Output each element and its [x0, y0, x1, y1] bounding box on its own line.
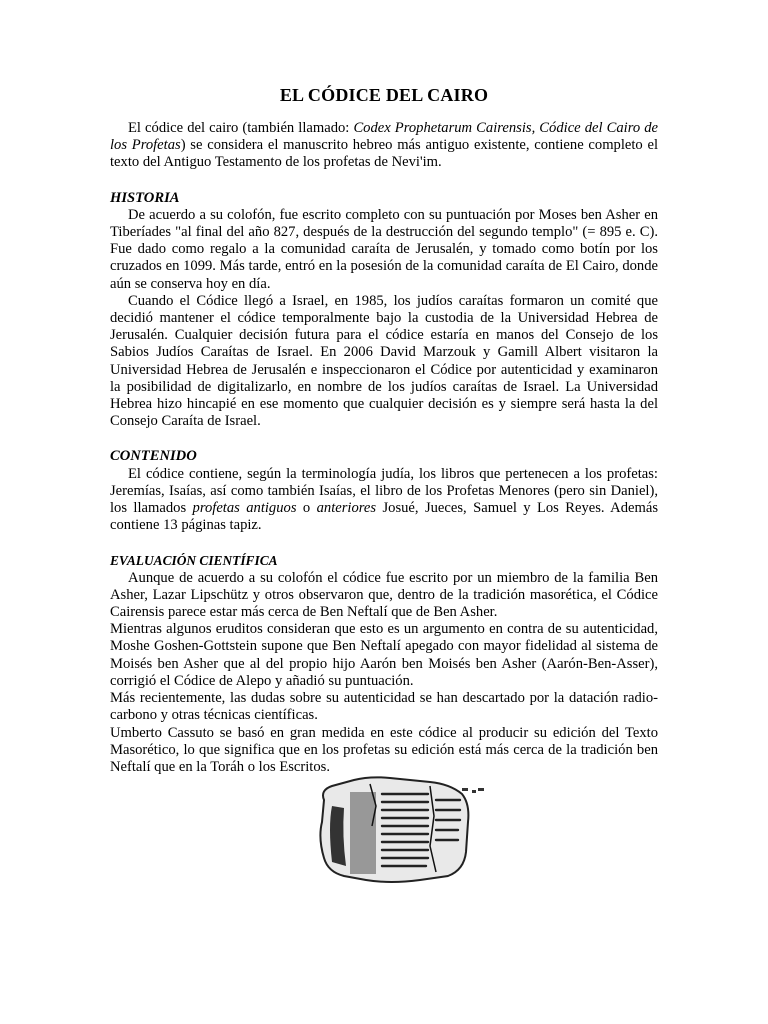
- page-title: EL CÓDICE DEL CAIRO: [279, 85, 489, 105]
- evaluacion-paragraph-2: Mientras algunos eruditos consideran que esto es un argumento en contra de su autenticidad, Moshe Goshen-Gottstein supone que Ben Neftalí apegado con mayor fidelidad al sistema de Moisés ben Asher que al del propio hijo Aarón ben Moisés ben Asher (Aarón-Ben-Asser), corrigió el Códice de Alepo y añadió su puntuación.: [110, 621, 658, 689]
- evaluacion-paragraph-1: Aunque de acuerdo a su colofón el códice fue escrito por un miembro de la familia Ben Asher, Lazar Lipschütz y otros observaron que, dentro de la tradición masorética, el Códice Cairensis parece estar más cerca de Ben Neftalí que de Ben Asher.: [110, 569, 658, 621]
- contenido-italic-2: anteriores: [316, 500, 377, 517]
- contenido-text-end: Josué, Jueces, Samuel y Los Reyes. Además contiene 13 páginas tapiz.: [110, 500, 658, 534]
- intro-text-end: ) se considera el manuscrito hebreo más antiguo existente, contiene completo el texto del Antiguo Testamento de los profetas de Nevi'im.: [110, 137, 659, 171]
- contenido-heading: CONTENIDO: [110, 448, 197, 465]
- codex-fragment-illustration: [310, 766, 490, 886]
- intro-paragraph: [110, 120, 658, 172]
- historia-paragraph-2: Cuando el Códice llegó a Israel, en 1985, los judíos caraítas formaron un comité que decidió mantener el códice temporalmente bajo la custodia de la Universidad Hebrea de Jerusalén. Cualquier decisión futura para el códice estaría en manos del Consejo de los Sabios Judíos Caraítas de Israel. En 2006 David Marzouk y Gamill Albert visitaron la Universidad Hebrea de Jerusalén e inspeccionaron el Códice por autenticidad y examinaron la posibilidad de digitalizarlo, en nombre de los judíos caraítas de Israel. La Universidad Hebrea hizo hincapié en ese momento que cualquier decisión es y siempre será hasta la del Consejo Caraíta de Israel.: [110, 292, 658, 430]
- evaluacion-paragraph-3: Más recientemente, las dudas sobre su autenticidad se han descartado por la datación radio-carbono y otras técnicas científicas.: [110, 690, 658, 724]
- intro-text: El códice del cairo (también llamado:: [128, 120, 354, 136]
- codex-manuscript-image: [310, 766, 490, 886]
- evaluacion-heading: EVALUACIÓN CIENTÍFICA: [110, 553, 278, 569]
- historia-paragraph-1: De acuerdo a su colofón, fue escrito completo con su puntuación por Moses ben Asher en Tiberíades "al final del año 827, después de la destrucción del segundo templo" (= 895 e. C). Fue dado como regalo a la comunidad caraíta de Jerusalén, y tomado como botín por los cruzados en 1099. Más tarde, entró en la posesión de la comunidad caraíta de El Cairo, donde aún se conserva hoy en día.: [110, 206, 658, 292]
- contenido-connector: o: [296, 500, 317, 517]
- document-body: [110, 84, 658, 776]
- contenido-paragraph: [110, 466, 658, 535]
- evaluacion-paragraph-4: Umberto Cassuto se basó en gran medida en este códice al producir su edición del Texto Masorético, lo que significa que en los profetas su edición está más cerca de la tradición ben Neftalí que en la Toráh o los Escritos.: [110, 724, 658, 775]
- historia-heading: HISTORIA: [110, 189, 180, 206]
- contenido-text: El códice contiene, según la terminología judía, los libros que pertenecen a los profetas: Jeremías, Isaías, así como también Isaías, el libro de los Profetas Menores (pero sin Daniel), los llamados: [110, 465, 658, 517]
- contenido-italic-1: profetas antiguos: [192, 500, 297, 517]
- intro-italic-names: Codex Prophetarum Cairensis, Códice del Cairo de los Profetas: [110, 120, 659, 154]
